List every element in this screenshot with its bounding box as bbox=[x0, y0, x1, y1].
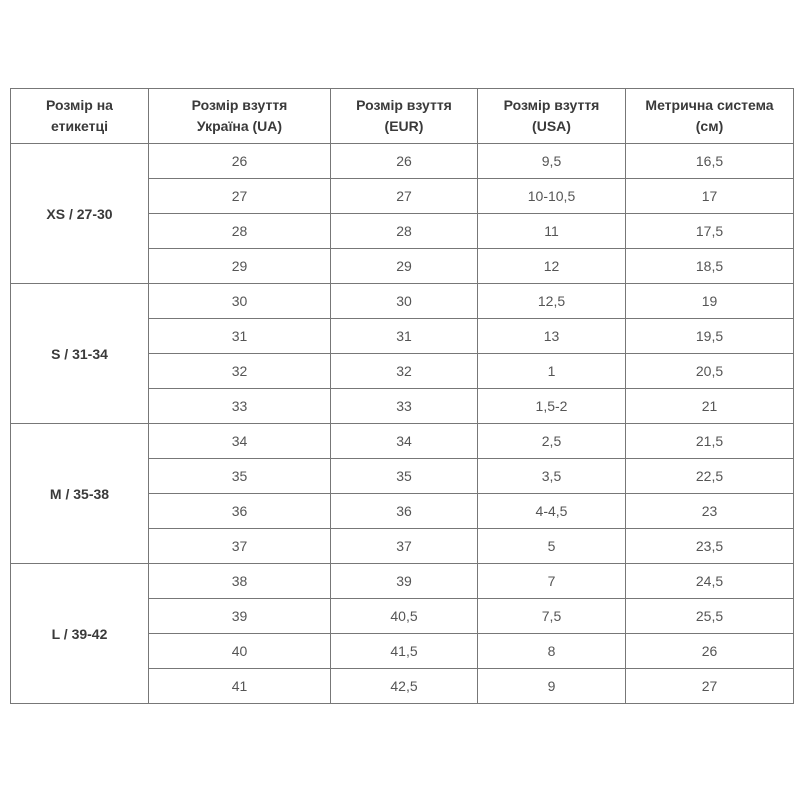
cell-usa: 13 bbox=[478, 319, 626, 354]
cell-eur: 32 bbox=[331, 354, 478, 389]
cell-ua: 27 bbox=[149, 179, 331, 214]
col-header-metric-cm bbox=[626, 89, 794, 144]
table-row bbox=[11, 564, 794, 599]
cell-eur: 28 bbox=[331, 214, 478, 249]
header-line: Україна (UA) bbox=[196, 118, 283, 134]
cell-cm: 19 bbox=[626, 284, 794, 319]
cell-usa: 1,5-2 bbox=[478, 389, 626, 424]
cell-eur: 40,5 bbox=[331, 599, 478, 634]
cell-usa: 7,5 bbox=[478, 599, 626, 634]
table-header bbox=[11, 89, 794, 144]
table-body bbox=[11, 144, 794, 704]
cell-ua: 38 bbox=[149, 564, 331, 599]
cell-eur: 36 bbox=[331, 494, 478, 529]
header-line: (USA) bbox=[532, 118, 571, 134]
cell-usa: 7 bbox=[478, 564, 626, 599]
cell-cm: 19,5 bbox=[626, 319, 794, 354]
col-header-usa-size bbox=[478, 89, 626, 144]
cell-eur: 29 bbox=[331, 249, 478, 284]
col-header-ua-size bbox=[149, 89, 331, 144]
header-line: Розмір взуття bbox=[503, 97, 600, 113]
cell-eur: 26 bbox=[331, 144, 478, 179]
cell-usa: 2,5 bbox=[478, 424, 626, 459]
cell-eur: 41,5 bbox=[331, 634, 478, 669]
cell-eur: 34 bbox=[331, 424, 478, 459]
cell-cm: 17,5 bbox=[626, 214, 794, 249]
col-header-label-size bbox=[11, 89, 149, 144]
cell-cm: 21,5 bbox=[626, 424, 794, 459]
cell-cm: 17 bbox=[626, 179, 794, 214]
cell-ua: 39 bbox=[149, 599, 331, 634]
header-row bbox=[11, 89, 794, 144]
cell-cm: 18,5 bbox=[626, 249, 794, 284]
cell-eur: 37 bbox=[331, 529, 478, 564]
cell-cm: 20,5 bbox=[626, 354, 794, 389]
cell-usa: 1 bbox=[478, 354, 626, 389]
header-line: Метрична система bbox=[645, 97, 774, 113]
cell-usa: 9,5 bbox=[478, 144, 626, 179]
header-line: Розмір на bbox=[46, 97, 113, 113]
cell-ua: 32 bbox=[149, 354, 331, 389]
cell-cm: 25,5 bbox=[626, 599, 794, 634]
cell-ua: 31 bbox=[149, 319, 331, 354]
size-group-label-l: L / 39-42 bbox=[11, 564, 149, 704]
size-group-label-s: S / 31-34 bbox=[11, 284, 149, 424]
cell-usa: 4-4,5 bbox=[478, 494, 626, 529]
cell-usa: 11 bbox=[478, 214, 626, 249]
cell-usa: 10-10,5 bbox=[478, 179, 626, 214]
cell-ua: 37 bbox=[149, 529, 331, 564]
header-line: етикетці bbox=[50, 118, 109, 134]
cell-eur: 33 bbox=[331, 389, 478, 424]
shoe-size-table bbox=[10, 88, 794, 704]
cell-eur: 27 bbox=[331, 179, 478, 214]
size-group-label-m: M / 35-38 bbox=[11, 424, 149, 564]
cell-cm: 27 bbox=[626, 669, 794, 704]
cell-eur: 30 bbox=[331, 284, 478, 319]
cell-eur: 35 bbox=[331, 459, 478, 494]
cell-ua: 30 bbox=[149, 284, 331, 319]
cell-ua: 33 bbox=[149, 389, 331, 424]
cell-cm: 22,5 bbox=[626, 459, 794, 494]
header-line: Розмір взуття bbox=[356, 97, 452, 113]
cell-ua: 36 bbox=[149, 494, 331, 529]
cell-ua: 41 bbox=[149, 669, 331, 704]
cell-cm: 24,5 bbox=[626, 564, 794, 599]
cell-cm: 23 bbox=[626, 494, 794, 529]
cell-eur: 39 bbox=[331, 564, 478, 599]
header-line: Розмір взуття bbox=[191, 97, 288, 113]
cell-cm: 16,5 bbox=[626, 144, 794, 179]
cell-usa: 12 bbox=[478, 249, 626, 284]
cell-ua: 35 bbox=[149, 459, 331, 494]
cell-usa: 9 bbox=[478, 669, 626, 704]
col-header-eur-size bbox=[331, 89, 478, 144]
size-group-label-xs: XS / 27-30 bbox=[11, 144, 149, 284]
cell-ua: 34 bbox=[149, 424, 331, 459]
cell-ua: 28 bbox=[149, 214, 331, 249]
cell-ua: 26 bbox=[149, 144, 331, 179]
cell-cm: 26 bbox=[626, 634, 794, 669]
header-line: (см) bbox=[695, 118, 724, 134]
cell-ua: 29 bbox=[149, 249, 331, 284]
cell-usa: 8 bbox=[478, 634, 626, 669]
cell-cm: 21 bbox=[626, 389, 794, 424]
cell-usa: 5 bbox=[478, 529, 626, 564]
header-line: (EUR) bbox=[384, 118, 424, 134]
cell-usa: 3,5 bbox=[478, 459, 626, 494]
table-row bbox=[11, 424, 794, 459]
table-row bbox=[11, 284, 794, 319]
cell-cm: 23,5 bbox=[626, 529, 794, 564]
cell-eur: 31 bbox=[331, 319, 478, 354]
cell-usa: 12,5 bbox=[478, 284, 626, 319]
cell-ua: 40 bbox=[149, 634, 331, 669]
table-row bbox=[11, 144, 794, 179]
cell-eur: 42,5 bbox=[331, 669, 478, 704]
